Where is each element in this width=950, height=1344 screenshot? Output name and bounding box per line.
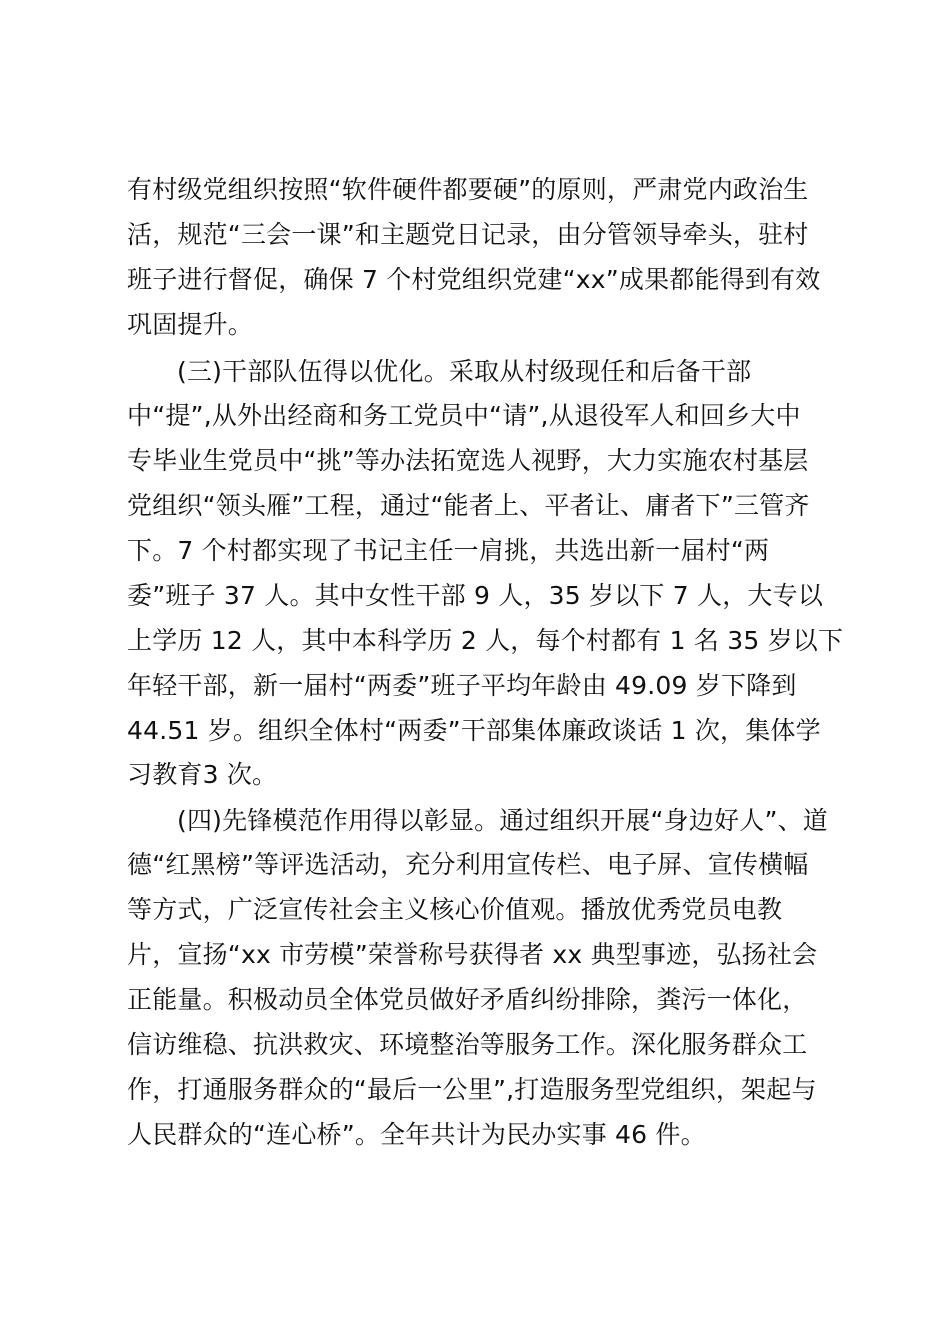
section-heading-line: (三)干部队伍得以优化。采取从村级现任和后备干部 bbox=[177, 357, 752, 386]
paragraph-line: 德“红黑榜”等评选活动，充分利用宣传栏、电子屏、宣传横幅 bbox=[127, 850, 809, 879]
paragraph-line: 中“提”,从外出经商和务工党员中“请”,从退役军人和回乡大中 bbox=[127, 401, 801, 430]
paragraph-line: 人民群众的“连心桥”。全年共计为民办实事 46 件。 bbox=[127, 1120, 706, 1149]
paragraph-line: 活，规范“三会一课”和主题党日记录，由分管领导牵头，驻村 bbox=[127, 220, 809, 249]
paragraph-line: 44.51 岁。组织全体村“两委”干部集体廉政谈话 1 次，集体学 bbox=[127, 716, 821, 745]
paragraph-line: 习教育3 次。 bbox=[127, 760, 278, 789]
paragraph-line: 上学历 12 人，其中本科学历 2 人，每个村都有 1 名 35 岁以下 bbox=[127, 626, 844, 655]
paragraph-line: 有村级党组织按照“软件硬件都要硬”的原则，严肃党内政治生 bbox=[127, 175, 809, 204]
section-heading-line: (四)先锋模范作用得以彰显。通过组织开展“身边好人”、道 bbox=[177, 806, 829, 835]
paragraph-line: 片，宣扬“xx 市劳模”荣誉称号获得者 xx 典型事迹，弘扬社会 bbox=[127, 940, 818, 969]
paragraph-line: 作，打通服务群众的“最后一公里”,打造服务型党组织，架起与 bbox=[127, 1075, 817, 1104]
paragraph-line: 党组织“领头雁”工程，通过“能者上、平者让、庸者下”三管齐 bbox=[127, 491, 810, 520]
paragraph-line: 下。7 个村都实现了书记主任一肩挑，共选出新一届村“两 bbox=[127, 536, 770, 565]
paragraph-line: 专毕业生党员中“挑”等办法拓宽选人视野，大力实施农村基层 bbox=[127, 446, 809, 475]
paragraph-line: 班子进行督促，确保 7 个村党组织党建“xx”成果都能得到有效 bbox=[127, 265, 821, 294]
paragraph-line: 巩固提升。 bbox=[127, 310, 254, 339]
paragraph-line: 信访维稳、抗洪救灾、环境整治等服务工作。深化服务群众工 bbox=[127, 1030, 808, 1059]
paragraph-line: 年轻干部，新一届村“两委”班子平均年龄由 49.09 岁下降到 bbox=[127, 671, 797, 700]
paragraph-line: 等方式，广泛宣传社会主义核心价值观。播放优秀党员电教 bbox=[127, 895, 783, 924]
paragraph-line: 正能量。积极动员全体党员做好矛盾纠纷排除，粪污一体化， bbox=[127, 985, 808, 1014]
paragraph-line: 委”班子 37 人。其中女性干部 9 人，35 岁以下 7 人，大专以 bbox=[127, 581, 824, 610]
